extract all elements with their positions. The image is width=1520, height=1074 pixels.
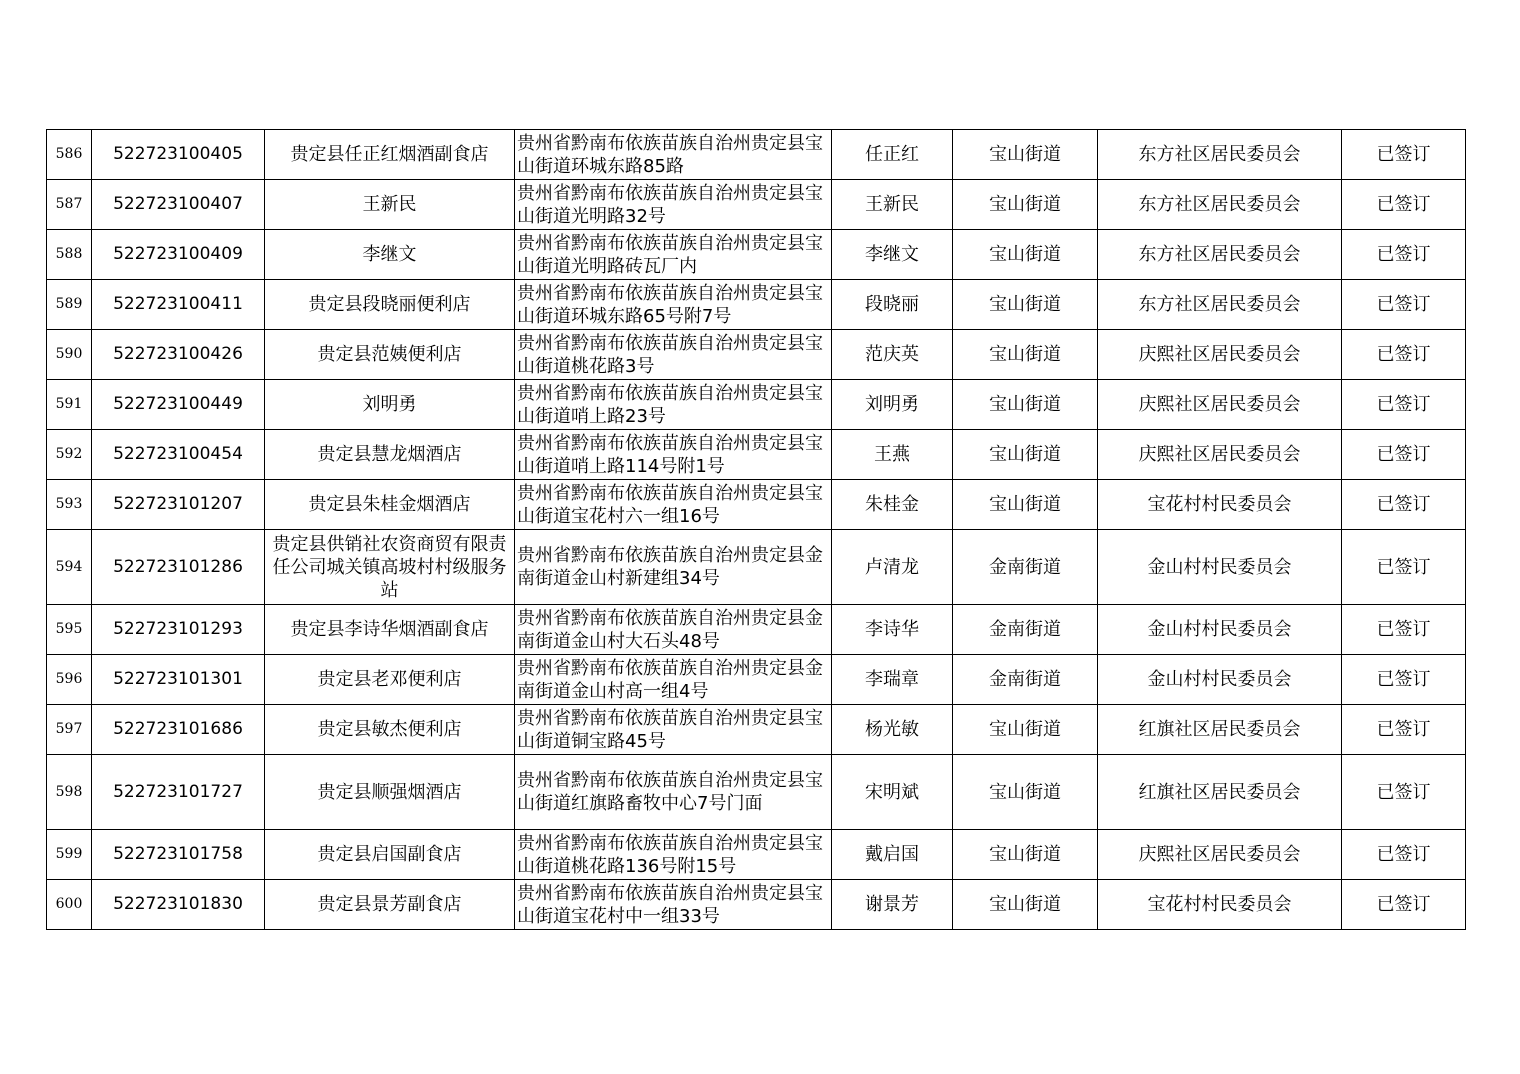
- table-row: [47, 280, 1466, 330]
- community-cell: 金山村村民委员会: [1098, 530, 1342, 605]
- row-number-cell: 587: [47, 180, 92, 230]
- community-cell: 东方社区居民委员会: [1098, 230, 1342, 280]
- street-cell: 宝山街道: [953, 330, 1098, 380]
- owner-cell: 任正红: [832, 130, 953, 180]
- address-cell: 贵州省黔南布依族苗族自治州贵定县宝山街道铜宝路45号: [515, 705, 832, 755]
- table-row: [47, 880, 1466, 930]
- table-row: [47, 705, 1466, 755]
- status-cell: 已签订: [1342, 880, 1466, 930]
- community-cell: 庆熙社区居民委员会: [1098, 830, 1342, 880]
- owner-cell: 李瑞章: [832, 655, 953, 705]
- row-number-cell: 599: [47, 830, 92, 880]
- table-row: [47, 755, 1466, 830]
- license-code-cell: 522723101830: [92, 880, 265, 930]
- community-cell: 宝花村村民委员会: [1098, 880, 1342, 930]
- table-row: [47, 830, 1466, 880]
- store-name-cell: 贵定县老邓便利店: [265, 655, 515, 705]
- address-cell: 贵州省黔南布依族苗族自治州贵定县宝山街道光明路砖瓦厂内: [515, 230, 832, 280]
- registry-table: [46, 129, 1466, 930]
- row-number-cell: 597: [47, 705, 92, 755]
- license-code-cell: 522723101727: [92, 755, 265, 830]
- owner-cell: 刘明勇: [832, 380, 953, 430]
- row-number-cell: 598: [47, 755, 92, 830]
- community-cell: 庆熙社区居民委员会: [1098, 380, 1342, 430]
- owner-cell: 杨光敏: [832, 705, 953, 755]
- status-cell: 已签订: [1342, 230, 1466, 280]
- row-number-cell: 593: [47, 480, 92, 530]
- license-code-cell: 522723101207: [92, 480, 265, 530]
- store-name-cell: 贵定县敏杰便利店: [265, 705, 515, 755]
- store-name-cell: 贵定县供销社农资商贸有限责任公司城关镇高坡村村级服务站: [265, 530, 515, 605]
- table-row: [47, 330, 1466, 380]
- address-cell: 贵州省黔南布依族苗族自治州贵定县金南街道金山村高一组4号: [515, 655, 832, 705]
- address-cell: 贵州省黔南布依族苗族自治州贵定县宝山街道宝花村中一组33号: [515, 880, 832, 930]
- owner-cell: 李诗华: [832, 605, 953, 655]
- store-name-cell: 刘明勇: [265, 380, 515, 430]
- street-cell: 宝山街道: [953, 230, 1098, 280]
- community-cell: 东方社区居民委员会: [1098, 280, 1342, 330]
- license-code-cell: 522723100407: [92, 180, 265, 230]
- license-code-cell: 522723100411: [92, 280, 265, 330]
- row-number-cell: 595: [47, 605, 92, 655]
- table-row: [47, 655, 1466, 705]
- status-cell: 已签订: [1342, 330, 1466, 380]
- row-number-cell: 589: [47, 280, 92, 330]
- row-number-cell: 594: [47, 530, 92, 605]
- owner-cell: 段晓丽: [832, 280, 953, 330]
- owner-cell: 朱桂金: [832, 480, 953, 530]
- store-name-cell: 贵定县启国副食店: [265, 830, 515, 880]
- status-cell: 已签订: [1342, 830, 1466, 880]
- table-row: [47, 480, 1466, 530]
- row-number-cell: 590: [47, 330, 92, 380]
- table-row: [47, 230, 1466, 280]
- status-cell: 已签订: [1342, 280, 1466, 330]
- community-cell: 金山村村民委员会: [1098, 655, 1342, 705]
- store-name-cell: 贵定县范姨便利店: [265, 330, 515, 380]
- table-row: [47, 530, 1466, 605]
- table-row: [47, 130, 1466, 180]
- store-name-cell: 王新民: [265, 180, 515, 230]
- license-code-cell: 522723100405: [92, 130, 265, 180]
- owner-cell: 范庆英: [832, 330, 953, 380]
- row-number-cell: 596: [47, 655, 92, 705]
- street-cell: 宝山街道: [953, 755, 1098, 830]
- status-cell: 已签订: [1342, 530, 1466, 605]
- street-cell: 宝山街道: [953, 830, 1098, 880]
- store-name-cell: 贵定县景芳副食店: [265, 880, 515, 930]
- license-code-cell: 522723100409: [92, 230, 265, 280]
- license-code-cell: 522723101301: [92, 655, 265, 705]
- community-cell: 金山村村民委员会: [1098, 605, 1342, 655]
- street-cell: 宝山街道: [953, 130, 1098, 180]
- status-cell: 已签订: [1342, 130, 1466, 180]
- license-code-cell: 522723101286: [92, 530, 265, 605]
- street-cell: 金南街道: [953, 530, 1098, 605]
- street-cell: 宝山街道: [953, 480, 1098, 530]
- table-row: [47, 430, 1466, 480]
- store-name-cell: 贵定县顺强烟酒店: [265, 755, 515, 830]
- community-cell: 庆熙社区居民委员会: [1098, 430, 1342, 480]
- store-name-cell: 贵定县任正红烟酒副食店: [265, 130, 515, 180]
- community-cell: 东方社区居民委员会: [1098, 130, 1342, 180]
- address-cell: 贵州省黔南布依族苗族自治州贵定县宝山街道宝花村六一组16号: [515, 480, 832, 530]
- community-cell: 红旗社区居民委员会: [1098, 755, 1342, 830]
- street-cell: 宝山街道: [953, 880, 1098, 930]
- status-cell: 已签订: [1342, 605, 1466, 655]
- owner-cell: 谢景芳: [832, 880, 953, 930]
- table-body: [47, 130, 1466, 930]
- store-name-cell: 贵定县段晓丽便利店: [265, 280, 515, 330]
- community-cell: 庆熙社区居民委员会: [1098, 330, 1342, 380]
- address-cell: 贵州省黔南布依族苗族自治州贵定县宝山街道红旗路畜牧中心7号门面: [515, 755, 832, 830]
- street-cell: 宝山街道: [953, 280, 1098, 330]
- license-code-cell: 522723100454: [92, 430, 265, 480]
- table-row: [47, 180, 1466, 230]
- row-number-cell: 591: [47, 380, 92, 430]
- owner-cell: 李继文: [832, 230, 953, 280]
- status-cell: 已签订: [1342, 180, 1466, 230]
- community-cell: 红旗社区居民委员会: [1098, 705, 1342, 755]
- street-cell: 宝山街道: [953, 180, 1098, 230]
- street-cell: 宝山街道: [953, 380, 1098, 430]
- address-cell: 贵州省黔南布依族苗族自治州贵定县宝山街道光明路32号: [515, 180, 832, 230]
- status-cell: 已签订: [1342, 755, 1466, 830]
- table-row: [47, 380, 1466, 430]
- owner-cell: 王燕: [832, 430, 953, 480]
- owner-cell: 宋明斌: [832, 755, 953, 830]
- status-cell: 已签订: [1342, 480, 1466, 530]
- address-cell: 贵州省黔南布依族苗族自治州贵定县宝山街道环城东路65号附7号: [515, 280, 832, 330]
- owner-cell: 戴启国: [832, 830, 953, 880]
- address-cell: 贵州省黔南布依族苗族自治州贵定县金南街道金山村大石头48号: [515, 605, 832, 655]
- street-cell: 宝山街道: [953, 705, 1098, 755]
- store-name-cell: 贵定县朱桂金烟酒店: [265, 480, 515, 530]
- address-cell: 贵州省黔南布依族苗族自治州贵定县宝山街道哨上路23号: [515, 380, 832, 430]
- street-cell: 金南街道: [953, 605, 1098, 655]
- owner-cell: 王新民: [832, 180, 953, 230]
- store-name-cell: 贵定县李诗华烟酒副食店: [265, 605, 515, 655]
- community-cell: 宝花村村民委员会: [1098, 480, 1342, 530]
- owner-cell: 卢清龙: [832, 530, 953, 605]
- address-cell: 贵州省黔南布依族苗族自治州贵定县宝山街道桃花路3号: [515, 330, 832, 380]
- license-code-cell: 522723101758: [92, 830, 265, 880]
- row-number-cell: 592: [47, 430, 92, 480]
- street-cell: 金南街道: [953, 655, 1098, 705]
- license-code-cell: 522723100449: [92, 380, 265, 430]
- status-cell: 已签订: [1342, 430, 1466, 480]
- row-number-cell: 588: [47, 230, 92, 280]
- license-code-cell: 522723100426: [92, 330, 265, 380]
- table-row: [47, 605, 1466, 655]
- address-cell: 贵州省黔南布依族苗族自治州贵定县宝山街道环城东路85路: [515, 130, 832, 180]
- store-name-cell: 李继文: [265, 230, 515, 280]
- address-cell: 贵州省黔南布依族苗族自治州贵定县宝山街道哨上路114号附1号: [515, 430, 832, 480]
- street-cell: 宝山街道: [953, 430, 1098, 480]
- status-cell: 已签订: [1342, 380, 1466, 430]
- store-name-cell: 贵定县慧龙烟酒店: [265, 430, 515, 480]
- address-cell: 贵州省黔南布依族苗族自治州贵定县宝山街道桃花路136号附15号: [515, 830, 832, 880]
- row-number-cell: 600: [47, 880, 92, 930]
- status-cell: 已签订: [1342, 705, 1466, 755]
- license-code-cell: 522723101686: [92, 705, 265, 755]
- license-code-cell: 522723101293: [92, 605, 265, 655]
- community-cell: 东方社区居民委员会: [1098, 180, 1342, 230]
- status-cell: 已签订: [1342, 655, 1466, 705]
- address-cell: 贵州省黔南布依族苗族自治州贵定县金南街道金山村新建组34号: [515, 530, 832, 605]
- row-number-cell: 586: [47, 130, 92, 180]
